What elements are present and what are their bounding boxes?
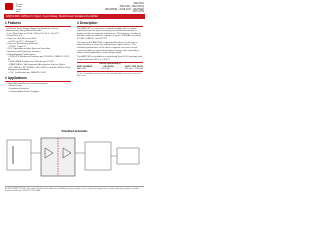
list-item: • Low Offset Error and Drift: ±200 μV at 25°C, ±3 μV/°C (6, 32, 60, 35)
datasheet-page (0, 0, 149, 198)
table-header: PART NUMBER (77, 65, 93, 68)
device-info-footnote: (1) For all available packages, see the orderable addendum at the end of the data sheet. (77, 72, 142, 78)
list-item: • IEC 60950-1, IEC 62368-1, IEC 61010-1 and IEC 60601-1 End Equipment Standards (8, 66, 71, 72)
header-link[interactable]: Product (16, 4, 24, 6)
output-block (85, 142, 111, 170)
features-heading (5, 21, 71, 25)
description-paragraph: The AMC1301 is a precision, isolated amplifier with an output separated from the input circuitry by an isolation barrier that is highly resistant to magnetic interference. This barrier is certified to provide reinforced galvanic isolation of up to 7 kVPEAK according to VDE V 0884-11 and UL1577. (77, 27, 141, 40)
list-item: • 0.03%, 1 ppm/°C (8, 45, 26, 48)
description-heading (77, 21, 143, 25)
list-item: • 3.3-V Operation on High-Side and Low-Side (6, 48, 51, 51)
header-doc-info (102, 3, 144, 14)
description-paragraph: The input of the AMC1301 is optimized for direct connection to shunt resistors or other low voltage-level signal sources. The excellent performance of the device supports accurate current control resulting in system-level power savings and, especially in motor control applications, lower torque ripple. (77, 41, 140, 55)
list-item: • ±250-mV Input Voltage Range Optimized for Current Measurement Using Shunt Resistors (6, 27, 59, 33)
table-cell: 5.85 mm × 7.50 mm (124, 68, 143, 71)
adc-block (117, 148, 139, 164)
diagram-title: Simplified Schematic (61, 130, 88, 133)
header-link[interactable]: Order (16, 8, 22, 11)
list-item: • Fixed Gain: 8.2 (6, 35, 23, 38)
table-header: BODY SIZE (NOM) (125, 65, 143, 68)
header-line: AMC1301, AMC1301Q (119, 4, 144, 8)
section-divider (5, 26, 71, 27)
device-info-table (77, 62, 143, 72)
list-item: • CQC Certification per GB4943.1-2011 (8, 71, 47, 74)
right-column (77, 21, 143, 77)
header-links (16, 4, 23, 13)
list-item: • Very Low Nonlinearity and Drift: (6, 43, 39, 46)
section-number: 3 (77, 21, 79, 25)
section-divider (5, 81, 71, 82)
section-number: 2 (5, 76, 7, 81)
list-item: • ±0.3% at 25°C, ±50 ppm/°C (8, 40, 37, 43)
left-column (5, 21, 71, 93)
header-link[interactable]: Now (16, 10, 21, 13)
list-item: • Frequency Inverters (8, 88, 29, 91)
header-line: SBAS654B - JUNE 2017 - REVISED MAY 2019 (105, 7, 144, 14)
table-header: PACKAGE (103, 65, 114, 68)
list-item: • Very Low Gain Error and Drift: (6, 37, 37, 40)
list-item: • Uninterruptible Power Supplies (8, 90, 40, 93)
header-link[interactable]: Folder (16, 6, 22, 9)
list-item: • Safety-Related Certifications: (6, 53, 36, 56)
list-item: • 7000-VPK Reinforced Isolation per DIN VDE V 0884-11: 2017-01 (8, 56, 70, 61)
applications-heading (5, 76, 71, 80)
schematic-drawing (5, 134, 144, 182)
input-block (7, 140, 31, 170)
section-title: Applications (7, 76, 27, 81)
section-title: Description (79, 21, 98, 25)
device-info-title: Device Information(1) (99, 63, 121, 66)
features-list (5, 28, 71, 75)
important-notice: An IMPORTANT NOTICE at the end of this data sheet addresses availability, warranty, changes, use in safety-critical applications, intellectual property matters and other important disclaimers. PRODUCTION DATA. (5, 186, 144, 192)
document-title: AMC1301 ±250-mV Input, 3-μs Delay, Reinforced Isolated Amplifier (4, 14, 145, 19)
list-item: • Motor Drives (8, 85, 22, 88)
doc-code: AMC1301 (133, 2, 144, 5)
description-paragraph: The AMC1301 is available in a wide-body 8-pin SOIC package and is specified from -40°C to +125°C. (77, 55, 142, 61)
applications-list (5, 83, 71, 93)
section-divider (77, 26, 143, 27)
table-cell: SOIC (8) (101, 68, 110, 71)
list-item: • 5000-VRMS Isolation for 1 Minute per UL1577 (8, 61, 55, 64)
section-number: 1 (5, 21, 7, 25)
table-cell: AMC1301 (77, 68, 87, 71)
list-item: • Shunt-Resistor-Based Current Sensing in: (6, 82, 49, 85)
ti-logo (5, 3, 13, 10)
list-item: • System-Level Diagnostic Features (6, 50, 41, 53)
list-item: • CAN/CSA No. 5A-Component Acceptance Service Notice (8, 63, 65, 66)
simplified-schematic (5, 130, 144, 182)
section-title: Features (7, 21, 22, 25)
